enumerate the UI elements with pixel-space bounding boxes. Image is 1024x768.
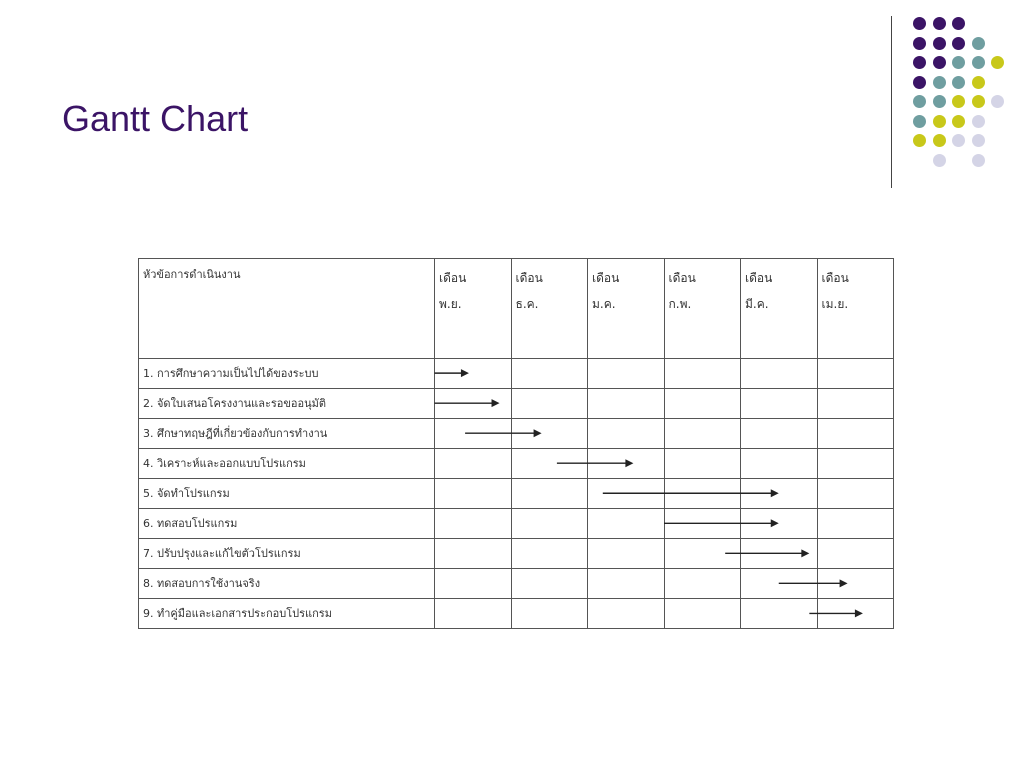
month-name: พ.ย. xyxy=(439,297,462,311)
slide-title: Gantt Chart xyxy=(62,98,249,139)
task-month-cell xyxy=(511,388,588,418)
task-month-cell xyxy=(741,418,818,448)
decor-dot xyxy=(913,134,926,147)
task-month-cell xyxy=(741,598,818,628)
month-word: เดือน xyxy=(668,271,696,285)
month-word: เดือน xyxy=(439,271,467,285)
task-month-cell xyxy=(435,388,512,418)
task-month-cell xyxy=(664,418,741,448)
task-month-cell xyxy=(435,568,512,598)
task-row xyxy=(139,508,894,538)
decor-dot xyxy=(913,115,926,128)
task-month-cell xyxy=(435,358,512,388)
task-month-cell xyxy=(741,358,818,388)
month-header xyxy=(741,259,818,359)
decor-dot xyxy=(972,115,985,128)
decor-dot xyxy=(933,95,946,108)
month-name: เม.ย. xyxy=(821,297,849,311)
month-name: ม.ค. xyxy=(592,297,616,311)
task-month-cell xyxy=(817,568,894,598)
gantt-chart xyxy=(138,258,894,629)
task-month-cell xyxy=(817,478,894,508)
task-month-cell xyxy=(664,598,741,628)
task-month-cell xyxy=(817,508,894,538)
month-header xyxy=(435,259,512,359)
month-word: เดือน xyxy=(592,271,620,285)
task-month-cell xyxy=(741,568,818,598)
decor-dot xyxy=(933,115,946,128)
task-label: 6. ทดสอบโปรแกรม xyxy=(139,508,435,538)
decor-dot xyxy=(913,56,926,69)
decor-dot xyxy=(972,56,985,69)
task-month-cell xyxy=(511,418,588,448)
decor-dot xyxy=(972,37,985,50)
task-row xyxy=(139,448,894,478)
task-month-cell xyxy=(588,478,665,508)
decor-dot xyxy=(933,17,946,30)
task-month-cell xyxy=(511,358,588,388)
decor-dot xyxy=(952,115,965,128)
task-label: 9. ทำคู่มือและเอกสารประกอบโปรแกรม xyxy=(139,598,435,628)
task-month-cell xyxy=(588,598,665,628)
task-month-cell xyxy=(817,418,894,448)
month-name: มี.ค. xyxy=(745,297,769,311)
decor-dot xyxy=(952,17,965,30)
task-row xyxy=(139,388,894,418)
task-month-cell xyxy=(511,508,588,538)
decor-dot xyxy=(991,95,1004,108)
task-month-cell xyxy=(588,358,665,388)
task-month-cell xyxy=(435,478,512,508)
decor-dot xyxy=(913,95,926,108)
decor-dot xyxy=(991,56,1004,69)
task-month-cell xyxy=(435,598,512,628)
task-month-cell xyxy=(817,388,894,418)
task-month-cell xyxy=(511,478,588,508)
decor-dot xyxy=(913,17,926,30)
decor-dot xyxy=(952,95,965,108)
task-month-cell xyxy=(588,508,665,538)
decor-dot xyxy=(933,37,946,50)
task-month-cell xyxy=(741,478,818,508)
task-month-cell xyxy=(664,538,741,568)
decor-dot xyxy=(952,134,965,147)
task-month-cell xyxy=(664,568,741,598)
month-header xyxy=(511,259,588,359)
month-header xyxy=(817,259,894,359)
task-month-cell xyxy=(741,388,818,418)
decor-dot xyxy=(952,76,965,89)
task-row xyxy=(139,358,894,388)
decor-dot xyxy=(913,37,926,50)
decor-dot xyxy=(972,76,985,89)
task-month-cell xyxy=(741,508,818,538)
task-month-cell xyxy=(817,598,894,628)
decor-dot xyxy=(952,37,965,50)
gantt-header-row xyxy=(139,259,894,359)
task-month-cell xyxy=(435,508,512,538)
task-row xyxy=(139,418,894,448)
task-month-cell xyxy=(435,448,512,478)
decor-dot xyxy=(972,95,985,108)
task-month-cell xyxy=(741,538,818,568)
task-month-cell xyxy=(664,358,741,388)
gantt-table xyxy=(138,258,894,629)
title-divider xyxy=(891,16,892,188)
task-month-cell xyxy=(664,448,741,478)
task-row xyxy=(139,598,894,628)
decor-dot xyxy=(972,134,985,147)
header-task-label: หัวข้อการดำเนินงาน xyxy=(139,259,435,359)
task-row xyxy=(139,478,894,508)
task-label: 3. ศึกษาทฤษฎีที่เกี่ยวข้องกับการทำงาน xyxy=(139,418,435,448)
task-month-cell xyxy=(435,538,512,568)
month-word: เดือน xyxy=(821,271,849,285)
task-label: 2. จัดใบเสนอโครงงานและรอขออนุมัติ xyxy=(139,388,435,418)
decor-dot xyxy=(972,154,985,167)
task-label: 8. ทดสอบการใช้งานจริง xyxy=(139,568,435,598)
task-month-cell xyxy=(817,358,894,388)
decor-dot xyxy=(933,134,946,147)
decor-dot xyxy=(933,76,946,89)
decor-dot xyxy=(933,154,946,167)
task-label: 7. ปรับปรุงและแก้ไขตัวโปรแกรม xyxy=(139,538,435,568)
task-label: 1. การศึกษาความเป็นไปได้ของระบบ xyxy=(139,358,435,388)
task-month-cell xyxy=(588,568,665,598)
task-month-cell xyxy=(588,448,665,478)
month-header xyxy=(664,259,741,359)
month-name: ธ.ค. xyxy=(515,297,539,311)
task-month-cell xyxy=(511,448,588,478)
task-month-cell xyxy=(588,538,665,568)
task-row xyxy=(139,538,894,568)
month-word: เดือน xyxy=(745,271,773,285)
decor-dot xyxy=(933,56,946,69)
task-month-cell xyxy=(588,388,665,418)
task-label: 5. จัดทำโปรแกรม xyxy=(139,478,435,508)
task-month-cell xyxy=(664,508,741,538)
task-month-cell xyxy=(511,568,588,598)
task-month-cell xyxy=(435,418,512,448)
task-label: 4. วิเคราะห์และออกแบบโปรแกรม xyxy=(139,448,435,478)
task-month-cell xyxy=(741,448,818,478)
task-month-cell xyxy=(511,538,588,568)
decor-dot xyxy=(913,76,926,89)
task-month-cell xyxy=(664,388,741,418)
task-month-cell xyxy=(588,418,665,448)
task-month-cell xyxy=(664,478,741,508)
month-word: เดือน xyxy=(515,271,543,285)
task-month-cell xyxy=(817,538,894,568)
task-row xyxy=(139,568,894,598)
decor-dot xyxy=(952,56,965,69)
task-month-cell xyxy=(817,448,894,478)
task-month-cell xyxy=(511,598,588,628)
month-header xyxy=(588,259,665,359)
month-name: ก.พ. xyxy=(668,297,692,311)
